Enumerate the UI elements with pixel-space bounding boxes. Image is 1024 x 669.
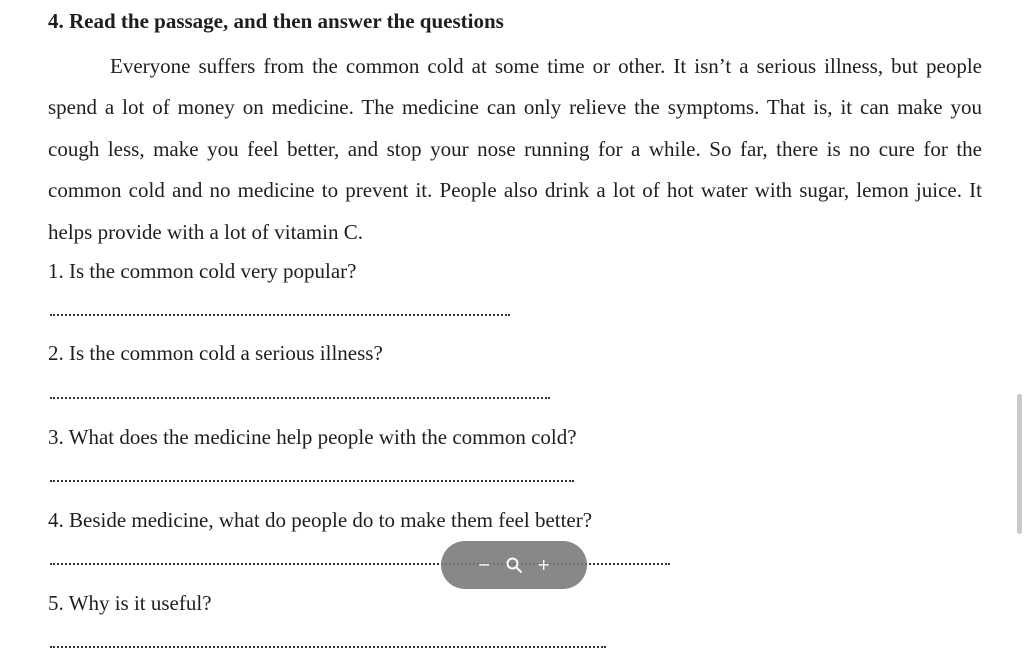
magnifier-icon[interactable] — [505, 556, 523, 574]
reading-passage: Everyone suffers from the common cold at some time or other. It isn’t a serious illness, but people spend a lot of money on medicine. The medicine can only relieve the symptoms. That is, it can make you cough less, make you feel better, and stop your nose running for a while. So far, there is no cure for the common cold and no medicine to prevent it. People also drink a lot of hot water with sugar, lemon juice. It helps provide with a lot of vitamin C. — [48, 54, 982, 244]
question-3: 3. What does the medicine help people with the common cold? — [48, 425, 577, 449]
exercise-heading: 4. Read the passage, and then answer the questions — [48, 9, 504, 33]
answer-line-3[interactable] — [50, 480, 574, 482]
answer-line-5[interactable] — [50, 646, 606, 648]
question-1: 1. Is the common cold very popular? — [48, 259, 357, 283]
answer-line-2[interactable] — [50, 397, 550, 399]
question-5: 5. Why is it useful? — [48, 591, 212, 615]
zoom-out-button[interactable]: − — [477, 555, 491, 574]
vertical-scrollbar[interactable] — [1017, 394, 1022, 534]
zoom-control — [441, 541, 587, 589]
question-4: 4. Beside medicine, what do people do to make them feel better? — [48, 508, 593, 532]
answer-line-1[interactable] — [50, 314, 510, 316]
zoom-in-button[interactable]: + — [537, 555, 551, 574]
question-2: 2. Is the common cold a serious illness? — [48, 341, 383, 365]
